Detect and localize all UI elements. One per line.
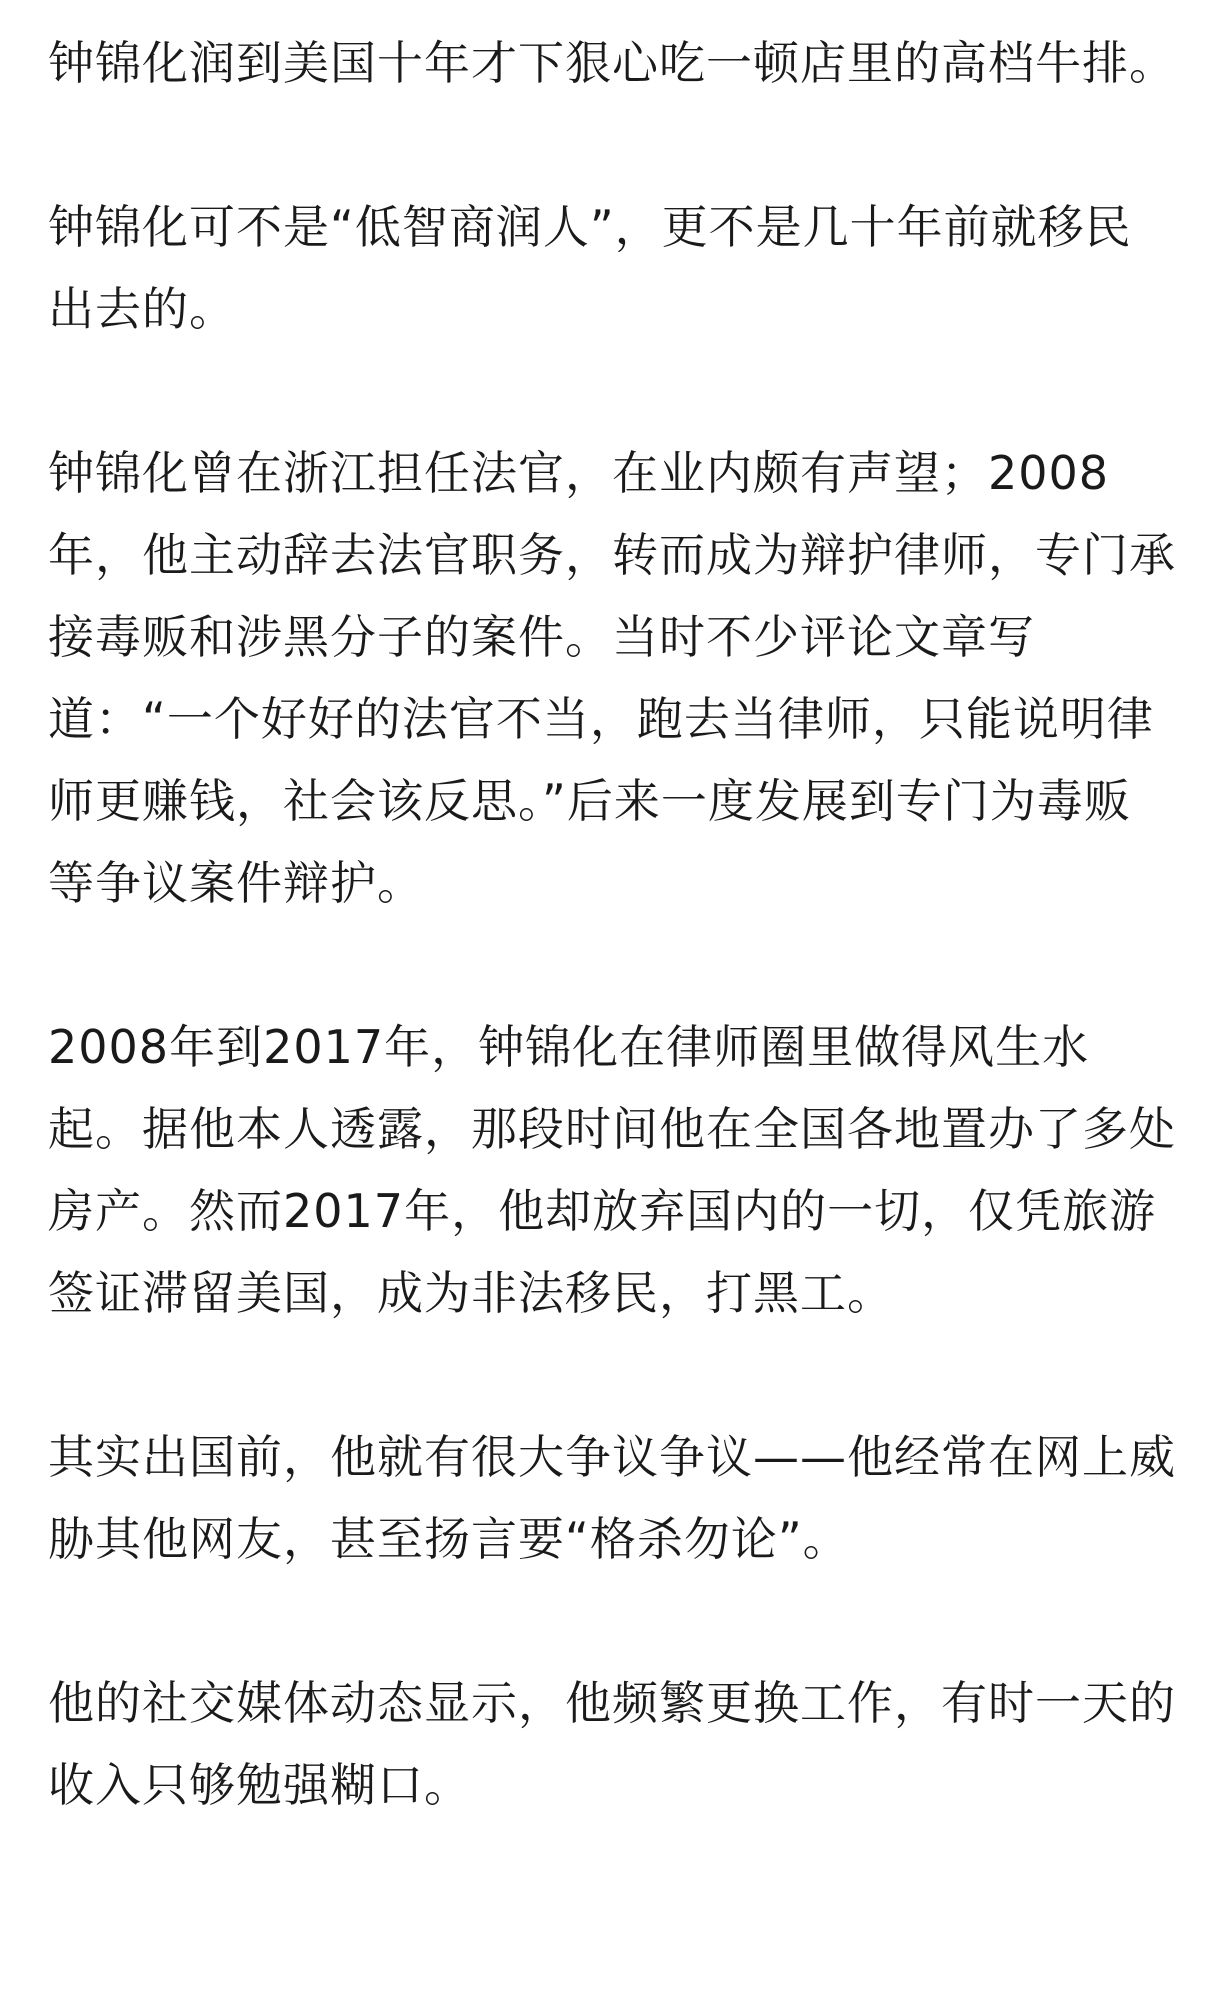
paragraph-3: 钟锦化曾在浙江担任法官，在业内颇有声望；2008年，他主动辞去法官职务，转而成为辩护律师，专门承接毒贩和涉黑分子的案件。当时不少评论文章写道：“一个好好的法官不当，跑去当律师，只能说明律师更赚钱，社会该反思。”后来一度发展到专门为毒贩等争议案件辩护。 [48,446,1176,910]
paragraph-1: 钟锦化润到美国十年才下狠心吃一顿店里的高档牛排。 [48,36,1176,90]
paragraph-2: 钟锦化可不是“低智商润人”，更不是几十年前就移民出去的。 [48,200,1132,336]
paragraph-4: 2008年到2017年，钟锦化在律师圈里做得风生水起。据他本人透露，那段时间他在全国各地置办了多处房产。然而2017年，他却放弃国内的一切，仅凭旅游签证滞留美国，成为非法移民，打黑工。 [48,1020,1176,1320]
article-body [48,22,1176,1826]
paragraph-6: 他的社交媒体动态显示，他频繁更换工作，有时一天的收入只够勉强糊口。 [48,1676,1176,1812]
paragraph-5: 其实出国前，他就有很大争议争议——他经常在网上威胁其他网友，甚至扬言要“格杀勿论”。 [48,1430,1176,1566]
